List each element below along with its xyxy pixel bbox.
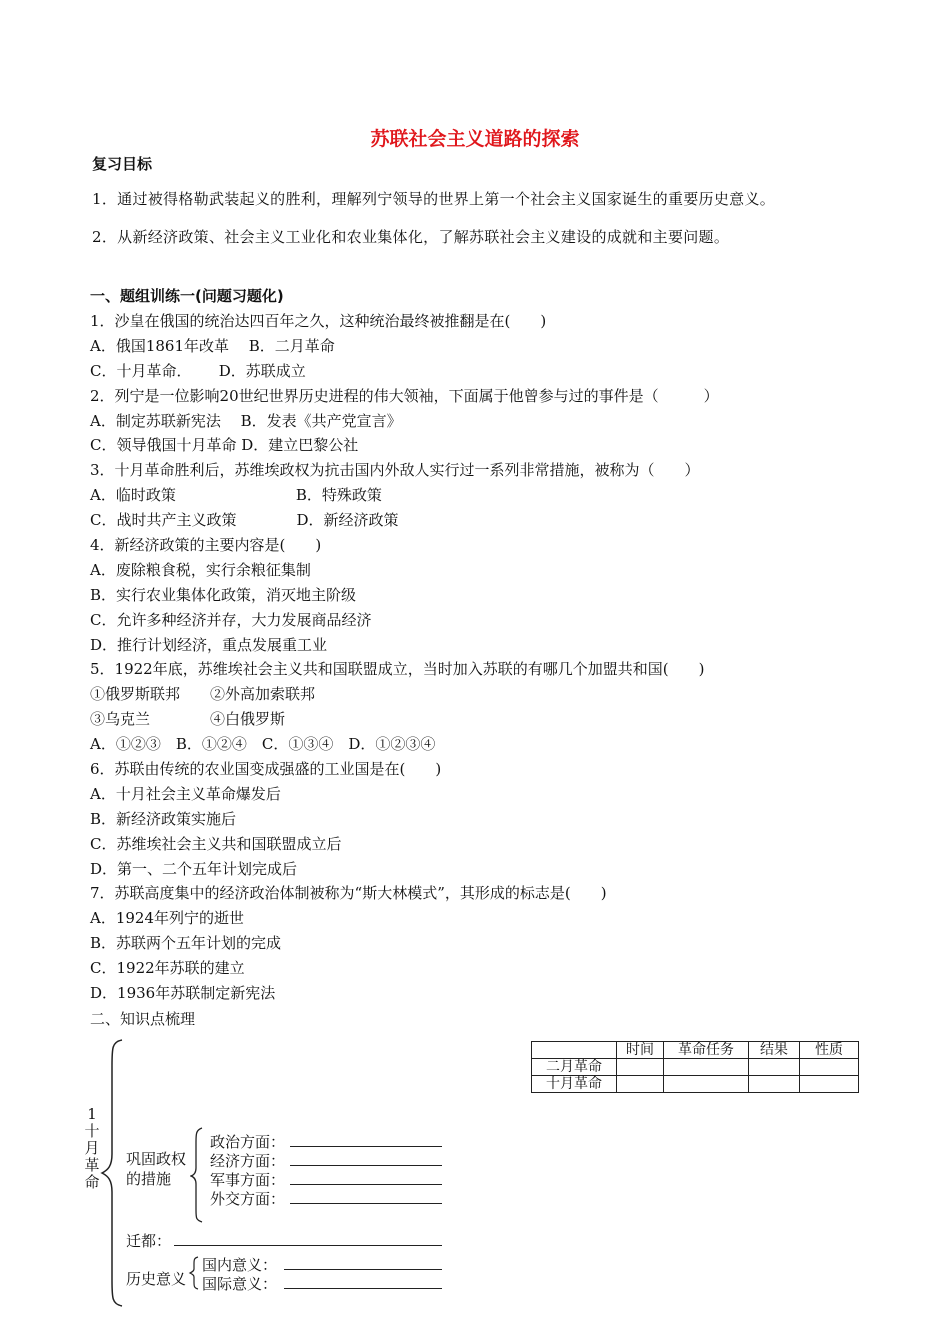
table-header-cell: 结果	[749, 1042, 800, 1059]
question-line: C．苏维埃社会主义共和国联盟成立后	[90, 834, 342, 853]
significance-item-label: 国际意义：	[202, 1275, 278, 1293]
question-line: 1．沙皇在俄国的统治达四百年之久，这种统治最终被推翻是在( )	[90, 312, 547, 330]
fill-blank[interactable]	[174, 1245, 442, 1246]
question-line: B．苏联两个五年计划的完成	[90, 934, 282, 953]
question-line: D．1936年苏联制定新宪法	[90, 984, 276, 1003]
question-line: A．废除粮食税，实行余粮征集制	[90, 560, 311, 579]
table-cell	[800, 1059, 859, 1076]
october-revolution-vertical-label: 1 十 月 革 命	[84, 1105, 100, 1191]
table-cell	[617, 1076, 664, 1093]
table-cell	[664, 1076, 749, 1093]
question-line: A．十月社会主义革命爆发后	[90, 784, 281, 803]
question-line: D．第一、二个五年计划完成后	[90, 859, 298, 878]
revolution-comparison-table	[531, 1041, 859, 1093]
table-cell	[664, 1059, 749, 1076]
question-line: B．实行农业集体化政策，消灭地主阶级	[90, 585, 357, 604]
question-line: 4．新经济政策的主要内容是( )	[90, 536, 322, 555]
question-line: 3．十月革命胜利后，苏维埃政权为抗击国内外敌人实行过一系列非常措施，被称为（ ）	[90, 461, 700, 480]
fill-blank[interactable]	[290, 1146, 442, 1147]
significance-item-label: 国内意义：	[202, 1256, 278, 1274]
question-line: 2．列宁是一位影响20世纪世界历史进程的伟大领袖，下面属于他曾参与过的事件是（ ）	[90, 386, 719, 405]
table-header-cell: 时间	[617, 1042, 664, 1059]
review-goal-item: 2．从新经济政策、社会主义工业化和农业集体化，了解苏联社会主义建设的成就和主要问题。	[92, 228, 730, 246]
question-line: C．战时共产主义政策 D．新经济政策	[90, 511, 399, 530]
table-header-cell	[532, 1042, 617, 1059]
question-line: C．1922年苏联的建立	[90, 959, 245, 978]
table-header-cell: 革命任务	[664, 1042, 749, 1059]
measures-brace	[190, 1126, 204, 1224]
section1-heading: 一、题组训练一(问题习题化)	[90, 287, 284, 305]
section2-heading: 二、知识点梳理	[90, 1010, 196, 1028]
question-line: A．俄国1861年改革 B．二月革命	[90, 336, 335, 355]
question-line: 6．苏联由传统的农业国变成强盛的工业国是在( )	[90, 760, 442, 779]
question-line: ①俄罗斯联邦 ②外高加索联邦	[90, 685, 316, 704]
significance-brace	[188, 1255, 200, 1291]
aspect-label: 政治方面：	[210, 1133, 286, 1151]
move-capital-label: 迁都：	[126, 1232, 172, 1250]
table-row	[532, 1076, 859, 1093]
question-line: C．十月革命． D．苏联成立	[90, 361, 306, 380]
aspect-label: 经济方面：	[210, 1152, 286, 1170]
table-cell	[749, 1059, 800, 1076]
table-cell	[749, 1076, 800, 1093]
question-line: A．制定苏联新宪法 B．发表《共产党宣言》	[90, 411, 402, 430]
question-line: A．①②③ B．①②④ C．①③④ D．①②③④	[90, 735, 436, 754]
fill-blank[interactable]	[284, 1288, 442, 1289]
table-header-row	[532, 1042, 859, 1059]
table-header-cell: 性质	[800, 1042, 859, 1059]
question-line: 7．苏联高度集中的经济政治体制被称为“斯大林模式”，其形成的标志是( )	[90, 884, 607, 903]
aspect-label: 军事方面：	[210, 1171, 286, 1189]
table-cell: 十月革命	[532, 1076, 617, 1093]
fill-blank[interactable]	[290, 1184, 442, 1185]
fill-blank[interactable]	[290, 1203, 442, 1204]
consolidate-power-label: 的措施	[126, 1170, 172, 1188]
question-line: B．新经济政策实施后	[90, 809, 237, 828]
question-line: A．临时政策 B．特殊政策	[90, 486, 382, 505]
fill-blank[interactable]	[284, 1269, 442, 1270]
review-goal-item: 1．通过被得格勒武装起义的胜利，理解列宁领导的世界上第一个社会主义国家诞生的重要历史意义。	[92, 190, 776, 208]
fill-blank[interactable]	[290, 1165, 442, 1166]
consolidate-power-label: 巩固政权	[126, 1150, 187, 1168]
historical-significance-label: 历史意义	[126, 1270, 187, 1288]
table-row	[532, 1059, 859, 1076]
question-line: D．推行计划经济，重点发展重工业	[90, 635, 328, 654]
review-goals-heading: 复习目标	[92, 155, 153, 173]
question-line: A．1924年列宁的逝世	[90, 909, 245, 928]
table-cell	[617, 1059, 664, 1076]
table-cell	[800, 1076, 859, 1093]
table-cell: 二月革命	[532, 1059, 617, 1076]
question-line: C．领导俄国十月革命 D．建立巴黎公社	[90, 436, 359, 455]
page-title: 苏联社会主义道路的探索	[370, 128, 580, 150]
question-line: ③乌克兰 ④白俄罗斯	[90, 710, 286, 729]
question-line: 5．1922年底，苏维埃社会主义共和国联盟成立，当时加入苏联的有哪几个加盟共和国( )	[90, 660, 705, 679]
aspect-label: 外交方面：	[210, 1190, 286, 1208]
question-line: C．允许多种经济并存，大力发展商品经济	[90, 610, 372, 629]
question-list	[90, 309, 890, 1006]
